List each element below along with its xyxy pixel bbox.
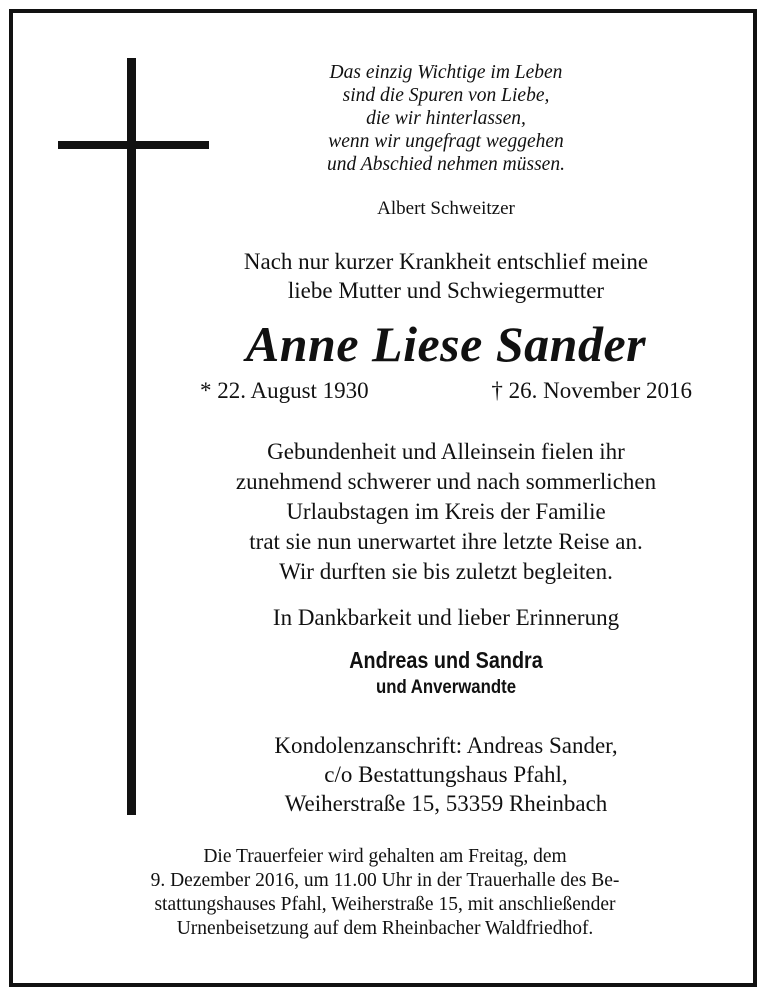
cross-icon-vertical-bar [127,58,136,815]
obituary-line: Gebundenheit und Alleinsein fielen ihr [267,439,625,464]
intro-text [178,247,714,305]
gratitude-line: In Dankbarkeit und lieber Erinnerung [272,605,620,630]
obituary-text [178,437,714,587]
memorial-quote [178,61,714,176]
birth-date: * 22. August 1930 [200,378,369,403]
funeral-service-notice [40,845,730,941]
deceased-name: Anne Liese Sander [245,316,647,372]
quote-line: sind die Spuren von Liebe, [342,85,550,106]
death-date: † 26. November 2016 [491,378,692,403]
address-line: Weiherstraße 15, 53359 Rheinbach [284,791,608,816]
quote-line: die wir hinterlassen, [366,108,526,129]
quote-author: Albert Schweitzer [377,198,515,219]
quote-line: und Abschied nehmen müssen. [327,154,565,175]
address-line: Kondolenzanschrift: Andreas Sander, [274,733,618,758]
quote-line: Das einzig Wichtige im Leben [329,62,563,83]
intro-line: Nach nur kurzer Krankheit entschlief meine [243,249,649,274]
condolence-address [178,731,714,818]
obituary-line: Wir durften sie bis zuletzt begleiten. [279,559,613,584]
mourners-names: Andreas und Sandra [349,647,543,673]
notice-line: Urnenbeisetzung auf dem Rheinbacher Waldfriedhof. [176,918,594,939]
obituary-line: zunehmend schwerer und nach sommerlichen [235,469,657,494]
obituary-line: trat sie nun unerwartet ihre letzte Reise an. [249,529,643,554]
quote-line: wenn wir ungefragt weggehen [328,131,564,152]
notice-line: stattungshauses Pfahl, Weiherstraße 15, mit anschließender [154,894,616,915]
intro-line: liebe Mutter und Schwiegermutter [287,278,605,303]
address-line: c/o Bestattungshaus Pfahl, [324,762,568,787]
notice-line: 9. Dezember 2016, um 11.00 Uhr in der Trauerhalle des Be- [150,870,620,891]
obituary-line: Urlaubstagen im Kreis der Familie [286,499,606,524]
notice-line: Die Trauerfeier wird gehalten am Freitag, dem [203,846,567,867]
mourners-relatives: und Anverwandte [375,676,517,698]
